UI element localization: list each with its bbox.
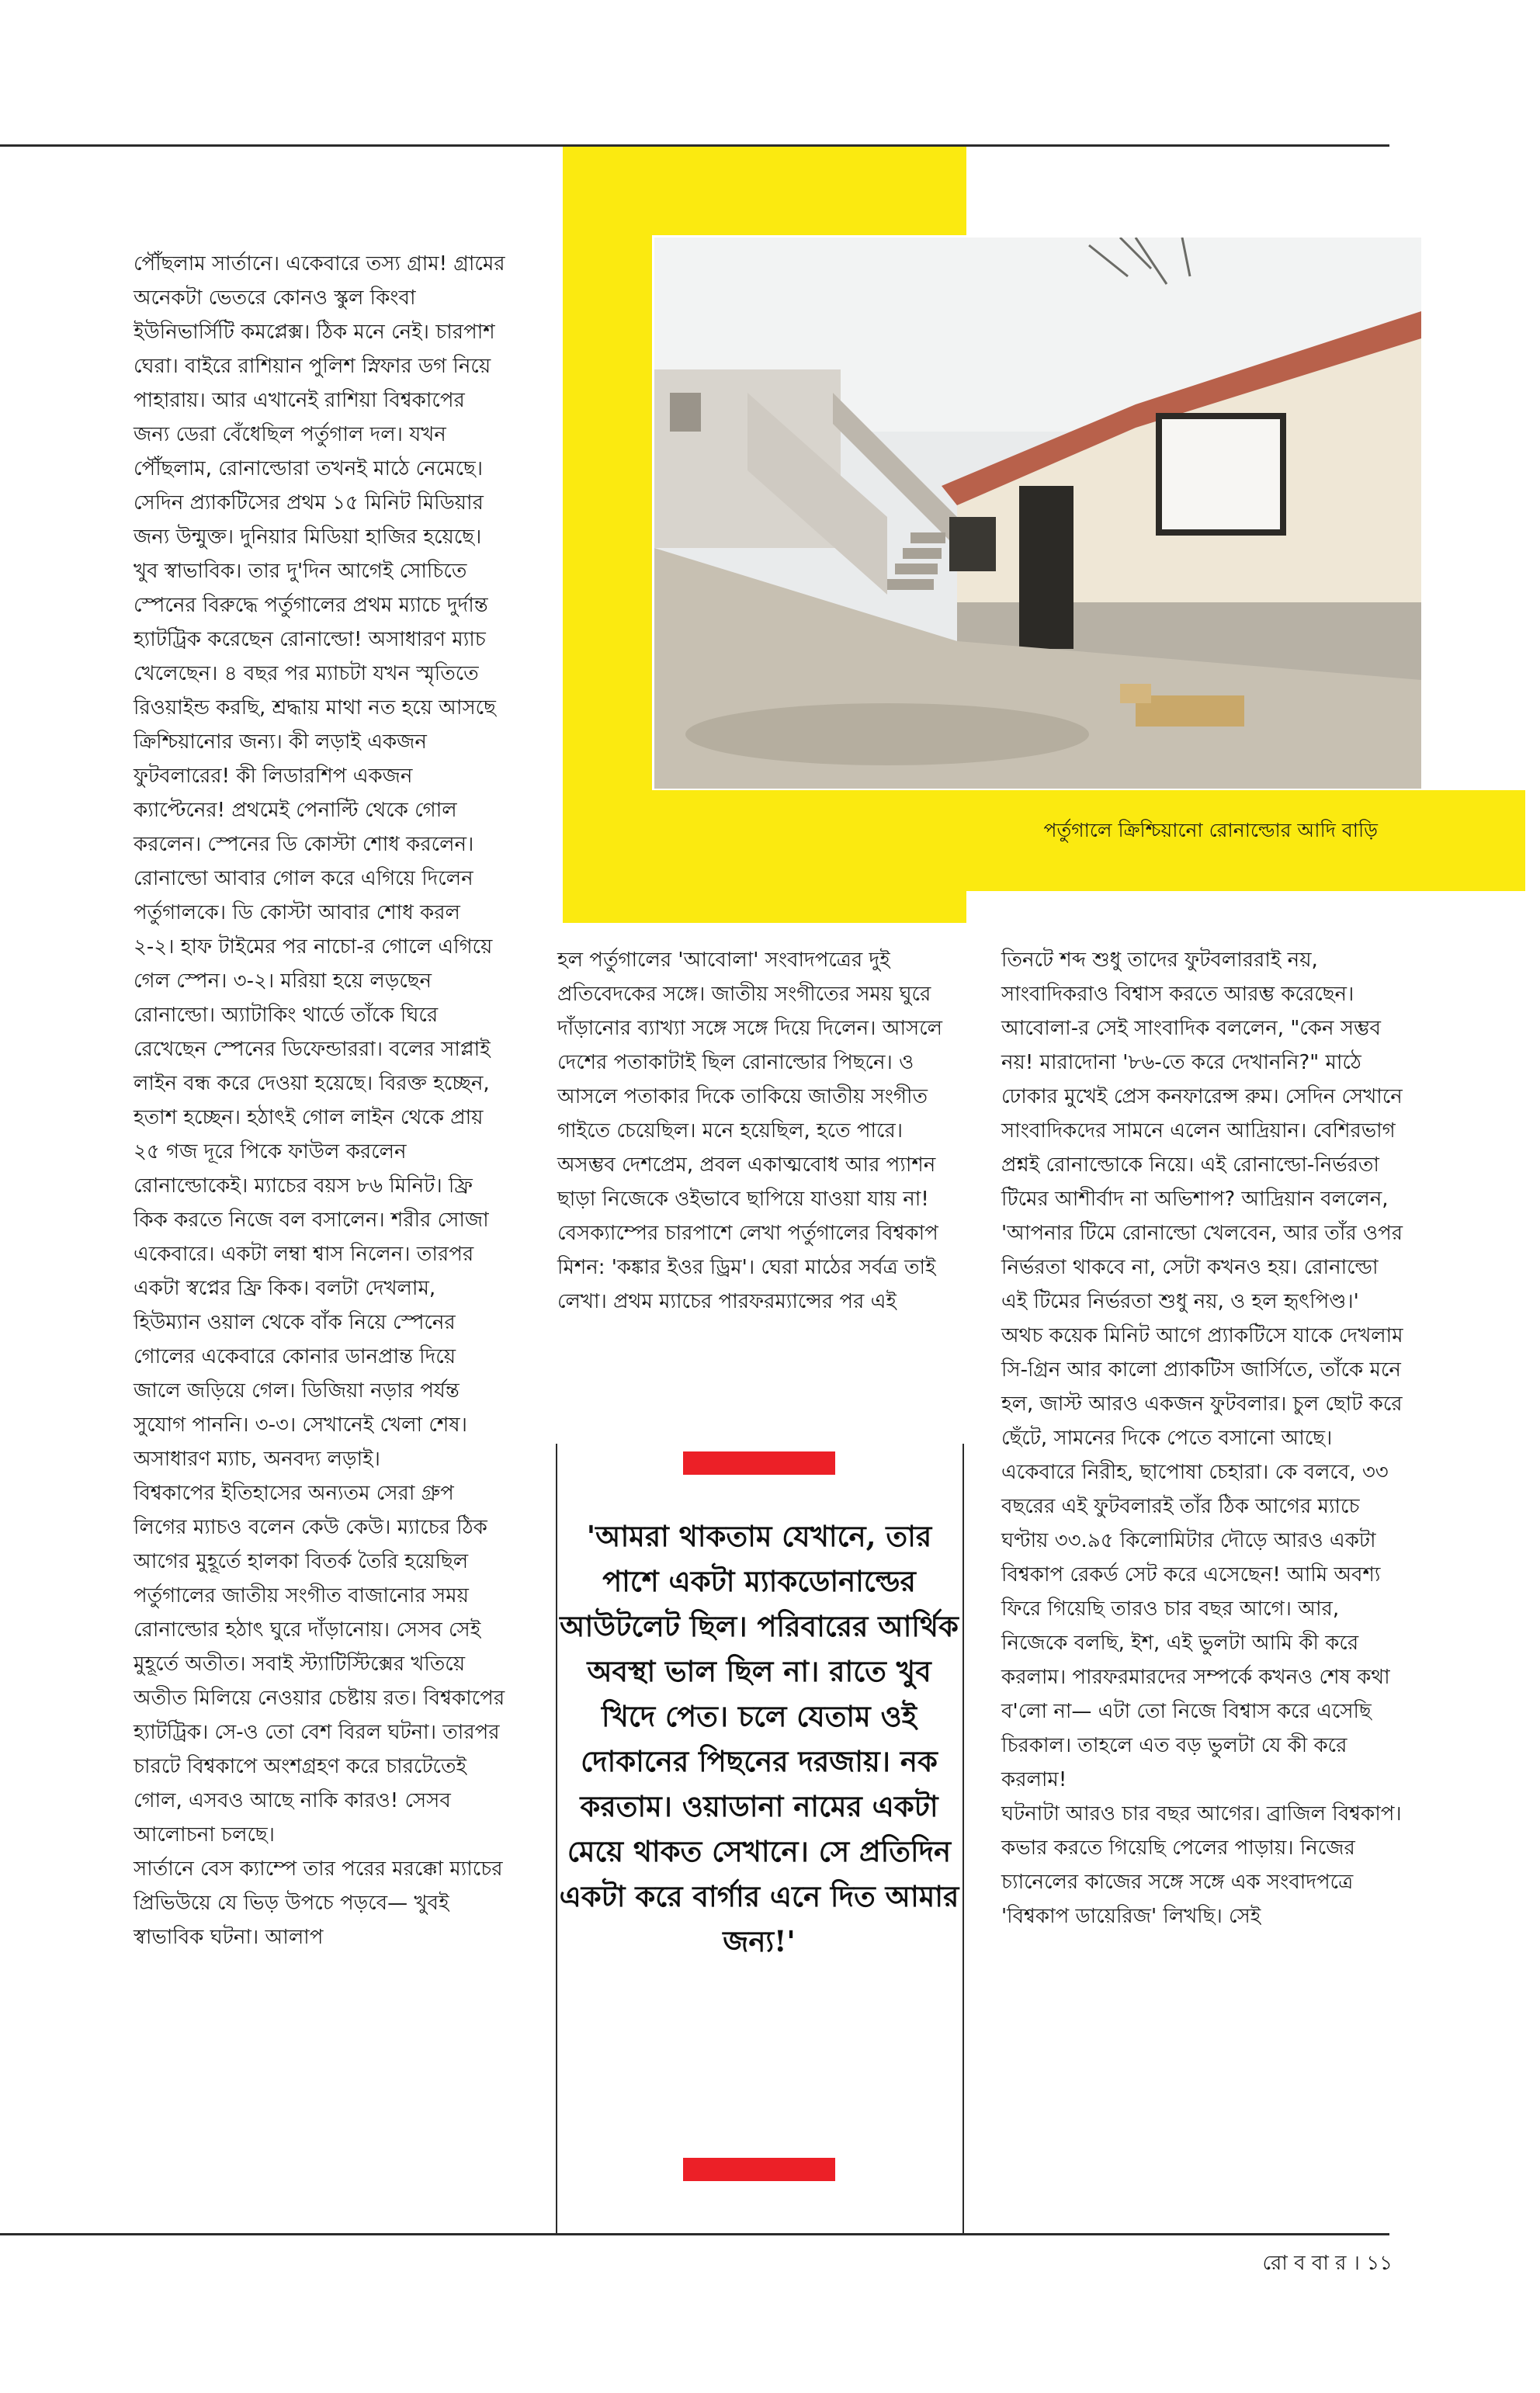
- quote-bar-top: [683, 1451, 835, 1475]
- article-column-3: তিনটে শব্দ শুধু তাদের ফুটবলাররাই নয়, সাংবাদিকরাও বিশ্বাস করতে আরম্ভ করেছেন। আবোলা-র সেই সাংবাদিক বললেন, "কেন সম্ভব নয়! মারাদোনা '৮৬-তে করে দেখাননি?" মাঠে ঢোকার মুখেই প্রেস কনফারেন্স রুম। সেদিন সেখানে সাংবাদিকদের সামনে এলেন আদ্রিয়ান। বেশিরভাগ প্রশ্নই রোনাল্ডোকে নিয়ে। এই রোনাল্ডো-নির্ভরতা টিমের আশীর্বাদ না অভিশাপ? আদ্রিয়ান বললেন, 'আপনার টিমে রোনাল্ডো খেলবেন, আর তাঁর ওপর নির্ভরতা থাকবে না, সেটা কখনও হয়। রোনাল্ডো এই টিমের নির্ভরতা শুধু নয়, ও হল হৃৎপিণ্ড।' অথচ কয়েক মিনিট আগে প্র্যাকটিসে যাকে দেখলাম সি-গ্রিন আর কালো প্র্যাকটিস জার্সিতে, তাঁকে মনে হল, জাস্ট আরও একজন ফুটবলার। চুল ছোট করে ছেঁটে, সামনের দিকে পেতে বসানো আছে। একেবারে নিরীহ, ছাপোষা চেহারা। কে বলবে, ৩৩ বছরের এই ফুটবলারই তাঁর ঠিক আগের ম্যাচে ঘণ্টায় ৩৩.৯৫ কিলোমিটার দৌড়ে আরও একটা বিশ্বকাপ রেকর্ড সেট করে এসেছেন! আমি অবশ্য ফিরে গিয়েছি তারও চার বছর আগে। আর, নিজেকে বলছি, ইশ, এই ভুলটা আমি কী করে করলাম। পারফরমারদের সম্পর্কে কখনও শেষ কথা ব'লো না— এটা তো নিজে বিশ্বাস করে এসেছি চিরকাল। তাহলে এত বড় ভুলটা যে কী করে করলাম! ঘটনাটা আরও চার বছর আগের। ব্রাজিল বিশ্বকাপ। কভার করতে গিয়েছি পেলের পাড়ায়। নিজের চ্যানেলের কাজের সঙ্গে সঙ্গে এক সংবাদপত্রে 'বিশ্বকাপ ডায়েরিজ' লিখছি। সেই: [1001, 949, 1403, 1928]
- article-column-1: পৌঁছলাম সার্তানে। একেবারে তস্য গ্রাম! গ্রামের অনেকটা ভেতরে কোনও স্কুল কিংবা ইউনিভার্সিটি কমপ্লেক্স। ঠিক মনে নেই। চারপাশ ঘেরা। বাইরে রাশিয়ান পুলিশ স্নিফার ডগ নিয়ে পাহারায়। আর এখানেই রাশিয়া বিশ্বকাপের জন্য ডেরা বেঁধেছিল পর্তুগাল দল। যখন পৌঁছলাম, রোনাল্ডোরা তখনই মাঠে নেমেছে। সেদিন প্র্যাকটিসের প্রথম ১৫ মিনিট মিডিয়ার জন্য উন্মুক্ত। দুনিয়ার মিডিয়া হাজির হয়েছে। খুব স্বাভাবিক। তার দু'দিন আগেই সোচিতে স্পেনের বিরুদ্ধে পর্তুগালের প্রথম ম্যাচে দুর্দান্ত হ্যাটট্রিক করেছেন রোনাল্ডো! অসাধারণ ম্যাচ খেলেছেন। ৪ বছর পর ম্যাচটা যখন স্মৃতিতে রিওয়াইন্ড করছি, শ্রদ্ধায় মাথা নত হয়ে আসছে ক্রিশ্চিয়ানোর জন্য। কী লড়াই একজন ফুটবলারের! কী লিডারশিপ একজন ক্যাপ্টেনের! প্রথমেই পেনাল্টি থেকে গোল করলেন। স্পেনের ডি কোস্টা শোধ করলেন। রোনাল্ডো আবার গোল করে এগিয়ে দিলেন পর্তুগালকে। ডি কোস্টা আবার শোধ করল ২-২। হাফ টাইমের পর নাচো-র গোলে এগিয়ে গেল স্পেন। ৩-২। মরিয়া হয়ে লড়ছেন রোনাল্ডো। অ্যাটাকিং থার্ডে তাঁকে ঘিরে রেখেছেন স্পেনের ডিফেন্ডাররা। বলের সাপ্লাই লাইন বন্ধ করে দেওয়া হয়েছে। বিরক্ত হচ্ছেন, হতাশ হচ্ছেন। হঠাৎই গোল লাইন থেকে প্রায় ২৫ গজ দূরে পিকে ফাউল করলেন রোনাল্ডোকেই। ম্যাচের বয়স ৮৬ মিনিট। ফ্রি কিক করতে নিজে বল বসালেন। শরীর সোজা একেবারে। একটা লম্বা শ্বাস নিলেন। তারপর একটা স্বপ্নের ফ্রি কিক। বলটা দেখলাম, হিউম্যান ওয়াল থেকে বাঁক নিয়ে স্পেনের গোলের একেবারে কোনার ডানপ্রান্ত দিয়ে জালে জড়িয়ে গেল। ডিজিয়া নড়ার পর্যন্ত সুযোগ পাননি। ৩-৩। সেখানেই খেলা শেষ। অসাধারণ ম্যাচ, অনবদ্য লড়াই। বিশ্বকাপের ইতিহাসের অন্যতম সেরা গ্রুপ লিগের ম্যাচও বলেন কেউ কেউ। ম্যাচের ঠিক আগের মুহূর্তে হালকা বিতর্ক তৈরি হয়েছিল পর্তুগালের জাতীয় সংগীত বাজানোর সময় রোনাল্ডোর হঠাৎ ঘুরে দাঁড়ানোয়। সেসব সেই মুহূর্তে অতীত। সবাই স্ট্যাটিস্টিক্সের খতিয়ে অতীত মিলিয়ে নেওয়ার চেষ্টায় রত। বিশ্বকাপের হ্যাটট্রিক। সে-ও তো বেশ বিরল ঘটনা। তারপর চারটে বিশ্বকাপে অংশগ্রহণ করে চারটেতেই গোল, এসবও আছে নাকি কারও! সেসব আলোচনা চলছে। সার্তানে বেস ক্যাম্পে তার পরের মরক্কো ম্যাচের প্রিভিউয়ে যে ভিড় উপচে পড়বে— খুবই স্বাভাবিক ঘটনা। আলাপ: [134, 252, 505, 1949]
- quote-bar-bottom: [683, 2158, 835, 2181]
- photo-caption: পর্তুগালে ক্রিশ্চিয়ানো রোনাল্ডোর আদি বাড়ি: [1043, 819, 1378, 841]
- column-divider-right: [962, 1444, 964, 2233]
- bottom-rule: [0, 2233, 1389, 2235]
- pull-quote-box: [557, 1444, 961, 2228]
- pull-quote: 'আমরা থাকতাম যেখানে, তার পাশে একটা ম্যাকডোনাল্ডের আউটলেট ছিল। পরিবারের আর্থিক অবস্থা ভাল ছিল না। রাতে খুব খিদে পেত। চলে যেতাম ওই দোকানের পিছনের দরজায়। নক করতাম। ওয়াডানা নামের একটা মেয়ে থাকত সেখানে। সে প্রতিদিন একটা করে বার্গার এনে দিত আমার জন্য!': [559, 1519, 959, 1958]
- house-photo: [654, 238, 1421, 789]
- page-footer: রো ব বা র । ১১: [1262, 2252, 1393, 2275]
- article-column-2: হল পর্তুগালের 'আবোলা' সংবাদপত্রের দুই প্রতিবেদকের সঙ্গে। জাতীয় সংগীতের সময় ঘুরে দাঁড়ানোর ব্যাখ্যা সঙ্গে সঙ্গে দিয়ে দিলেন। আসলে দেশের পতাকাটাই ছিল রোনাল্ডোর পিছনে। ও আসলে পতাকার দিকে তাকিয়ে জাতীয় সংগীত গাইতে চেয়েছিল। মনে হয়েছিল, হতে পারে। অসম্ভব দেশপ্রেম, প্রবল একাত্মবোধ আর প্যাশন ছাড়া নিজেকে ওইভাবে ছাপিয়ে যাওয়া যায় না! বেসক্যাম্পের চারপাশে লেখা পর্তুগালের বিশ্বকাপ মিশন: 'কঙ্কার ইওর ড্রিম'। ঘেরা মাঠের সর্বত্র তাই লেখা। প্রথম ম্যাচের পারফরম্যান্সের পর এই: [557, 949, 943, 1313]
